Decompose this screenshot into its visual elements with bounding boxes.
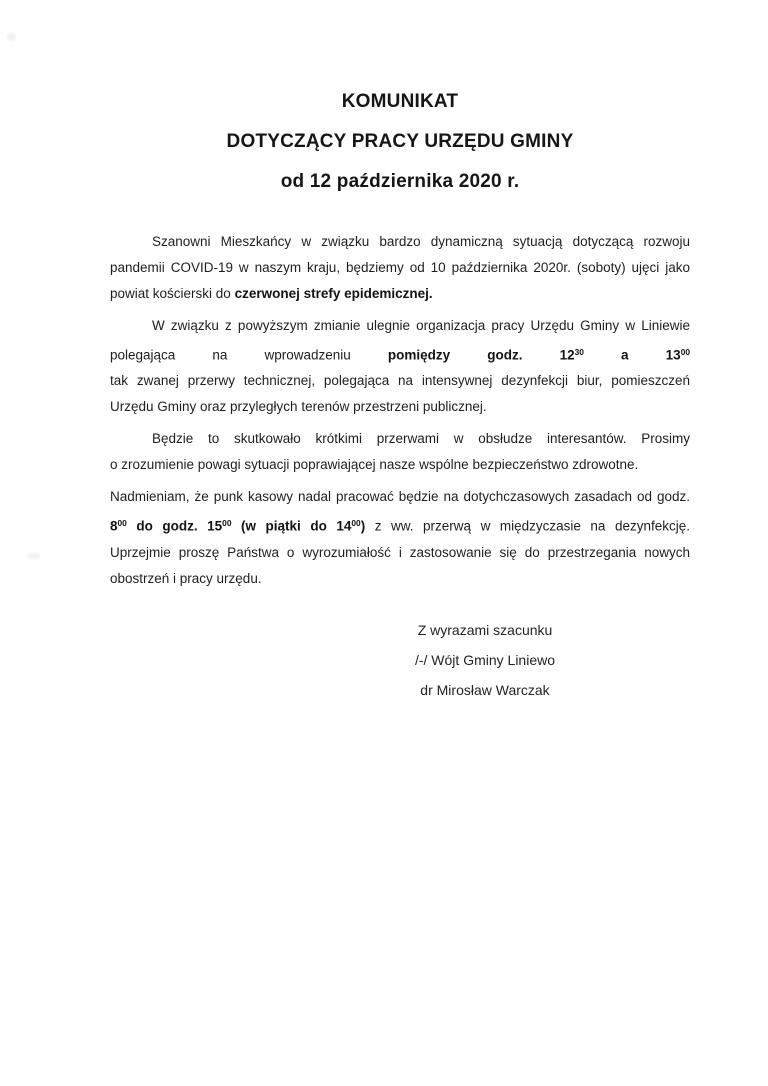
text-line	[110, 452, 690, 478]
paragraph-cash-desk-hours	[110, 484, 690, 591]
text-segment: polegająca na wprowadzeniu	[110, 347, 388, 363]
text-segment: z ww. przerwą w międzyczasie na dezynfekcję.	[365, 518, 690, 534]
text-line	[110, 484, 690, 510]
title-line-3: od 12 października 2020 r.	[280, 171, 520, 192]
text-line	[110, 313, 690, 339]
paragraph-red-zone-intro	[110, 229, 690, 307]
signature-line-3: dr Mirosław Warczak	[420, 681, 550, 698]
text-segment: (w piątki do 14	[231, 518, 352, 534]
text-segment: pandemii COVID-19 w naszym kraju, będziemy od 10 października 2020r. (soboty) ujęci jako	[110, 260, 690, 275]
text-line	[110, 566, 690, 592]
text-segment: 00	[680, 347, 690, 357]
text-segment: 00	[117, 518, 127, 529]
text-line	[110, 426, 690, 452]
text-segment: 00	[222, 518, 232, 529]
text-segment: 30	[574, 347, 584, 357]
scan-smudge	[27, 553, 40, 559]
text-segment: powiat kościerski do	[110, 286, 235, 301]
text-segment: pomiędzy godz. 12	[387, 347, 575, 363]
text-line	[110, 394, 690, 420]
text-line	[110, 368, 690, 394]
text-segment: a 13	[583, 347, 681, 363]
text-segment: Uprzejmie proszę Państwa o wyrozumiałość i zastosowanie się do przestrzegania nowych	[110, 544, 690, 560]
paragraph-service-interruptions	[110, 426, 690, 478]
text-segment: Szanowni Mieszkańcy w związku bardzo dynamiczną sytuacją dotyczącą rozwoju	[152, 234, 690, 249]
paragraph-technical-break	[110, 313, 690, 420]
scan-smudge	[7, 33, 16, 41]
text-line	[110, 540, 690, 566]
text-line	[110, 255, 690, 281]
title-line-2: DOTYCZĄCY PRACY URZĘDU GMINY	[226, 131, 574, 152]
text-segment: Nadmieniam, że punk kasowy nadal pracować będzie na dotychczasowych zasadach od godz.	[110, 489, 690, 505]
text-segment: )	[360, 518, 366, 534]
text-segment: Będzie to skutkowało krótkimi przerwami w obsłudze interesantów. Prosimy	[152, 431, 690, 447]
text-segment: do godz. 15	[126, 518, 223, 534]
document-content	[110, 0, 690, 705]
text-segment: obostrzeń i pracy urzędu.	[110, 570, 262, 586]
text-line	[110, 339, 690, 368]
signature-line-2: /-/ Wójt Gminy Liniewo	[414, 651, 556, 668]
title-line-1: KOMUNIKAT	[341, 91, 459, 112]
text-line	[110, 281, 690, 307]
text-segment: Urzędu Gminy oraz przyległych terenów przestrzeni publicznej.	[110, 399, 487, 415]
paragraphs	[110, 229, 690, 592]
signature-line-1: Z wyrazami szacunku	[417, 621, 553, 638]
text-segment: 8	[110, 518, 118, 534]
text-line	[110, 510, 690, 539]
text-segment: W związku z powyższym zmianie ulegnie organizacja pracy Urzędu Gminy w Liniewie	[152, 318, 690, 333]
document-title	[110, 82, 690, 202]
text-segment: tak zwanej przerwy technicznej, polegająca na intensywnej dezynfekcji biur, pomieszczeń	[110, 373, 690, 389]
text-segment: czerwonej strefy epidemicznej.	[234, 286, 433, 301]
text-segment: 00	[351, 518, 361, 529]
text-line	[110, 229, 690, 255]
signature-block	[365, 615, 605, 705]
text-segment: o zrozumienie powagi sytuacji poprawiającej nasze wspólne bezpieczeństwo zdrowotne.	[110, 457, 639, 473]
